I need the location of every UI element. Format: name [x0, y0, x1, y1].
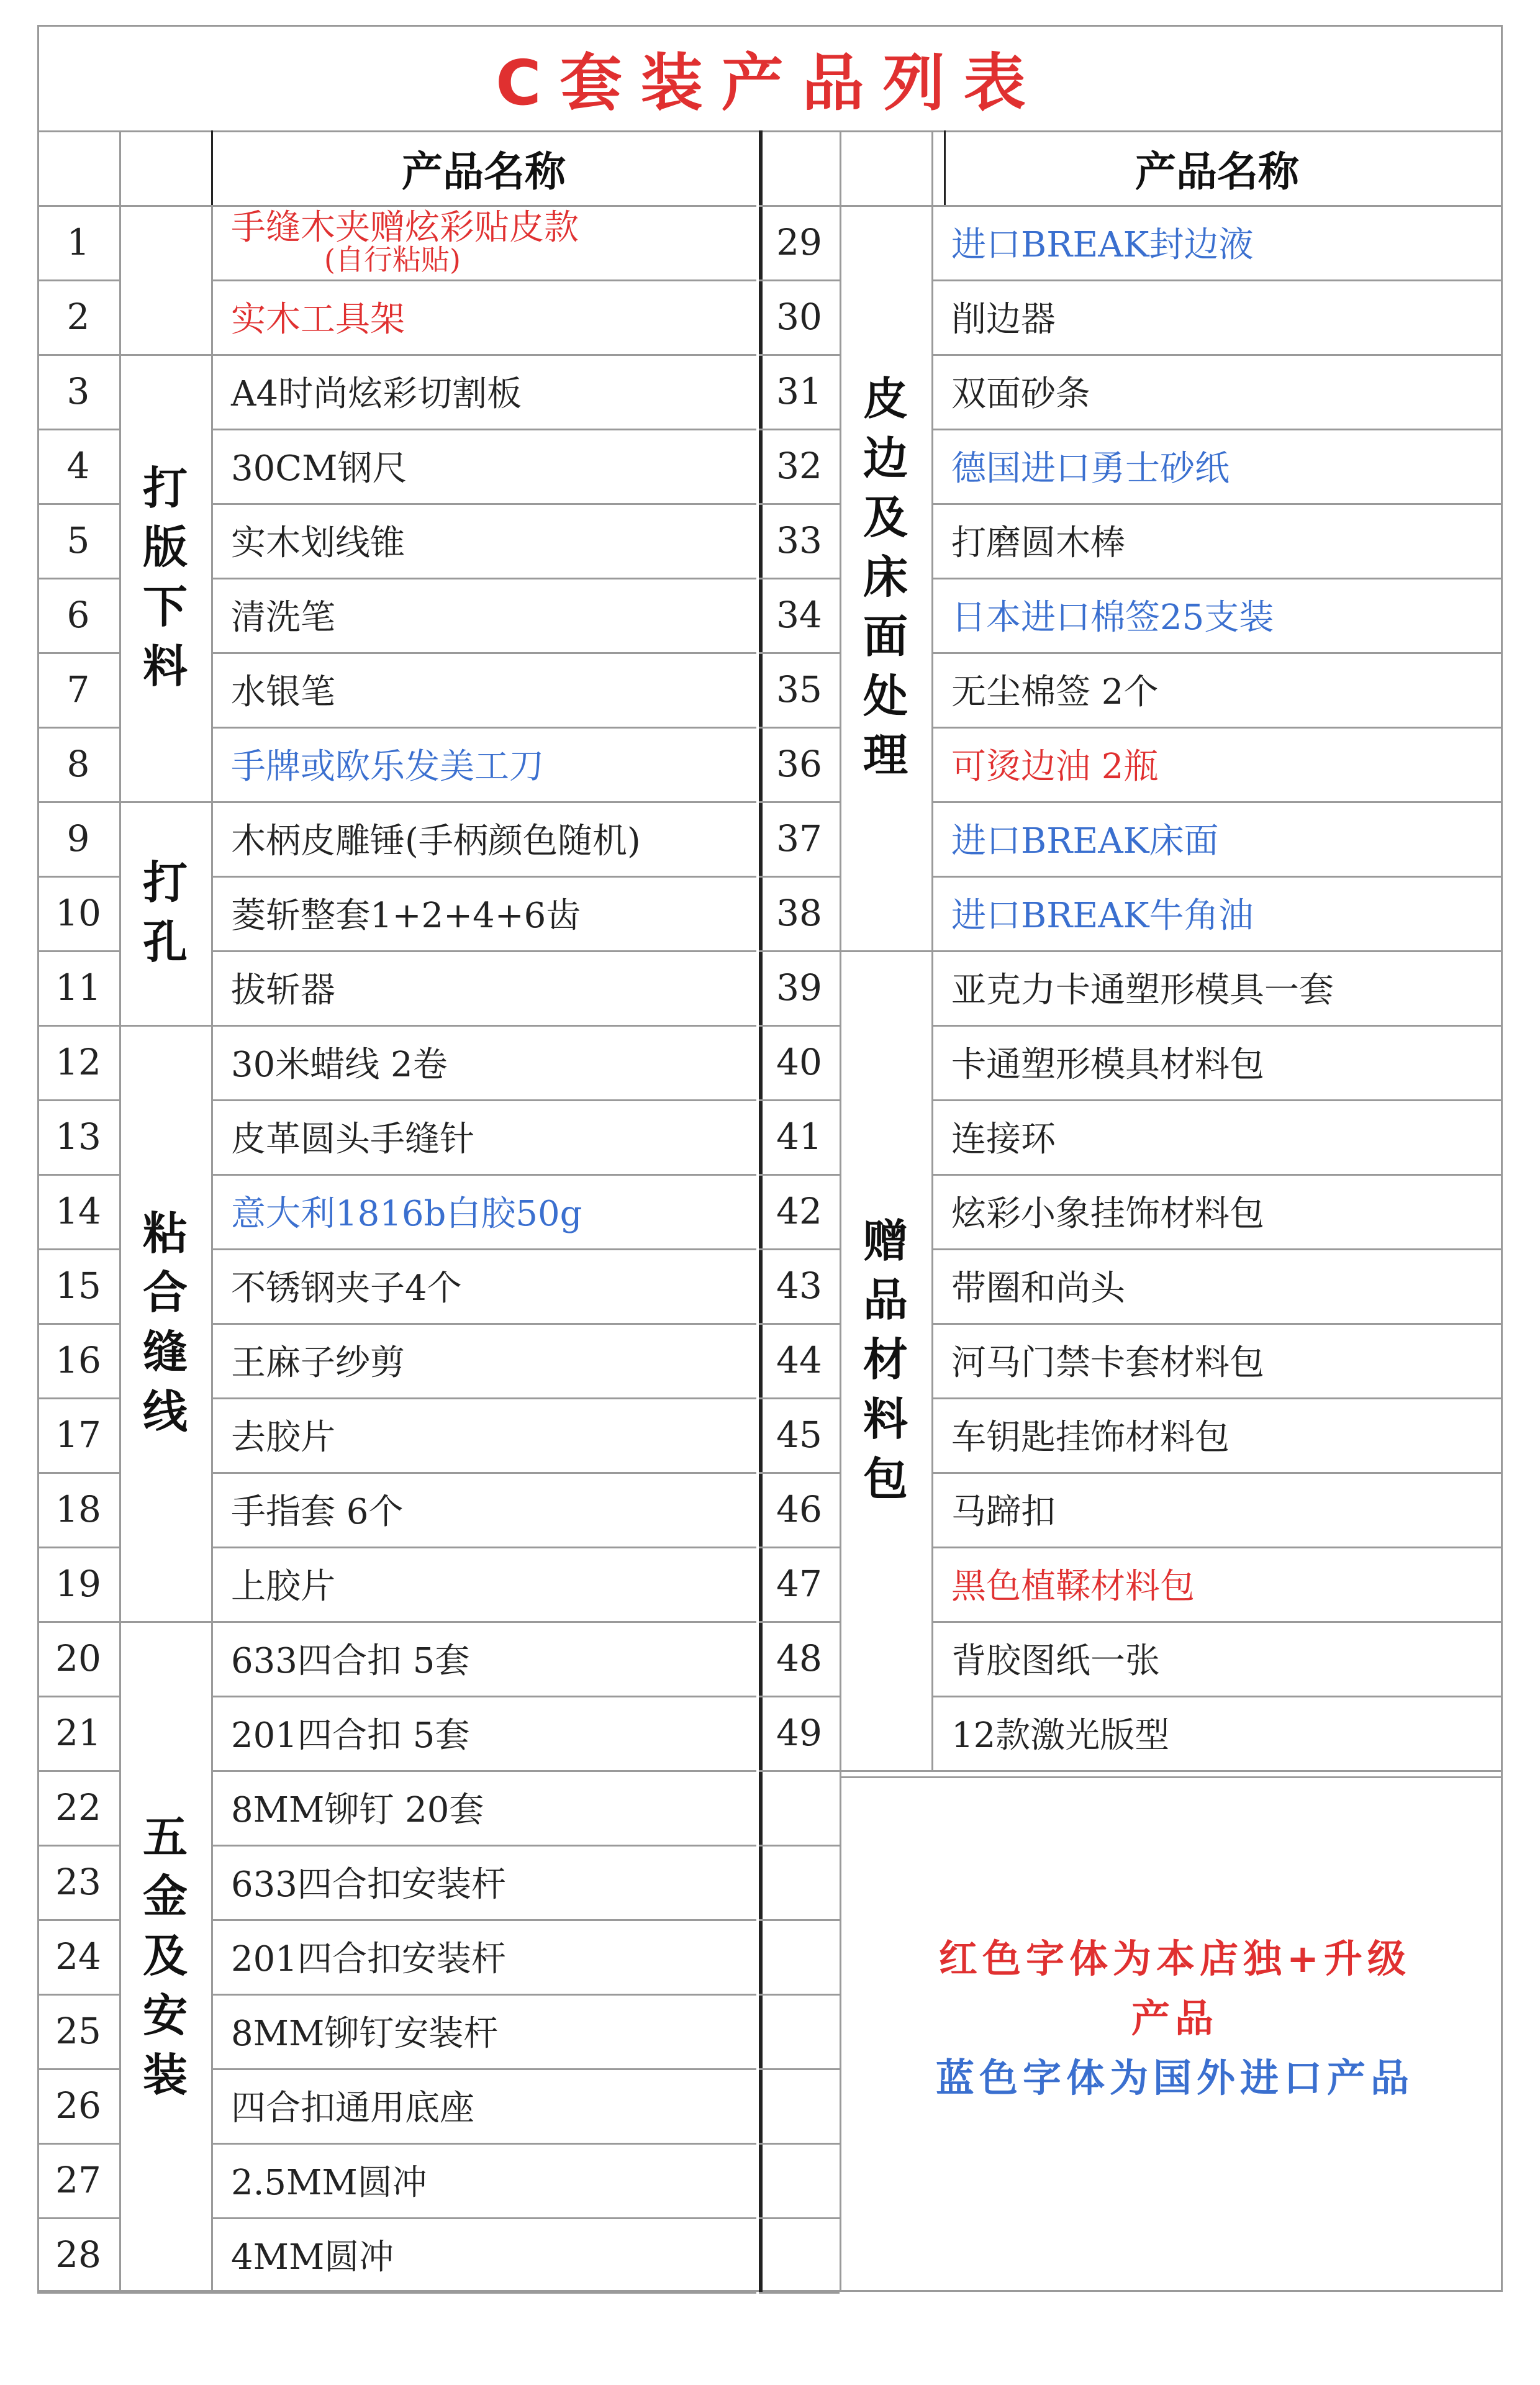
table-border-bottom-right	[759, 2290, 1503, 2292]
product-name: 木柄皮雕锤(手柄颜色随机)	[231, 821, 641, 861]
product-name: 背胶图纸一张	[951, 1641, 1160, 1681]
row-number: 39	[776, 966, 822, 1009]
right-empty-row-line	[759, 1994, 840, 1996]
category-char: 下	[142, 581, 188, 633]
row-number: 2	[66, 296, 90, 338]
product-name: 王麻子纱剪	[231, 1343, 405, 1383]
category-label	[119, 1025, 211, 1621]
row-number: 44	[776, 1339, 822, 1381]
right-column-header: 产品名称	[1135, 147, 1299, 196]
row-number: 45	[776, 1414, 822, 1456]
category-char: 材	[863, 1333, 908, 1386]
left-column-header: 产品名称	[402, 147, 566, 196]
category-char: 及	[863, 491, 908, 544]
product-name: 4MM圆冲	[231, 2237, 394, 2278]
row-number: 23	[55, 1861, 101, 1903]
category-char: 合	[142, 1266, 188, 1319]
row-number: 24	[55, 1935, 101, 1978]
product-name: 带圈和尚头	[951, 1268, 1125, 1309]
row-number: 6	[66, 594, 90, 636]
product-name: 河马门禁卡套材料包	[951, 1343, 1264, 1383]
product-name: 德国进口勇士砂纸	[951, 448, 1230, 489]
category-char: 处	[863, 670, 908, 722]
product-name: 日本进口棉签25支装	[951, 597, 1274, 638]
row-number: 46	[776, 1488, 822, 1530]
product-name: 12款激光版型	[951, 1715, 1170, 1756]
product-name: 连接环	[951, 1119, 1056, 1160]
right-empty-row-line	[759, 1845, 840, 1847]
category-char: 边	[863, 432, 908, 484]
category-char: 五	[142, 1810, 188, 1863]
product-name: 黑色植鞣材料包	[951, 1566, 1195, 1607]
row-number: 28	[55, 2233, 101, 2276]
product-name: 手牌或欧乐发美工刀	[231, 747, 544, 787]
category-char: 面	[863, 610, 908, 663]
title-divider	[37, 130, 1503, 132]
category-label	[840, 950, 931, 1770]
note-top-line	[840, 1776, 1503, 1778]
row-number: 35	[776, 668, 822, 711]
right-empty-row-line	[759, 2292, 840, 2294]
row-number: 31	[776, 370, 822, 412]
product-name: 实木划线锥	[231, 523, 405, 563]
product-name: 633四合扣 5套	[231, 1641, 470, 1681]
row-number: 18	[55, 1488, 101, 1530]
row-number: 7	[66, 668, 90, 711]
product-name: 30CM钢尺	[231, 448, 407, 489]
row-number: 10	[55, 892, 101, 934]
row-number: 21	[55, 1712, 101, 1754]
product-name: 8MM铆钉安装杆	[231, 2014, 499, 2054]
row-number: 43	[776, 1265, 822, 1307]
row-number: 40	[776, 1041, 822, 1083]
category-char: 皮	[863, 372, 908, 425]
row-number: 47	[776, 1563, 822, 1605]
row-number: 49	[776, 1712, 822, 1754]
category-char: 打	[142, 461, 188, 514]
category-char: 理	[863, 729, 908, 782]
category-char: 品	[863, 1274, 908, 1327]
left-group-line	[119, 2292, 211, 2294]
product-name: 亚克力卡通塑形模具一套	[951, 970, 1334, 1011]
product-name: 炫彩小象挂饰材料包	[951, 1194, 1264, 1234]
row-number: 4	[66, 445, 90, 487]
category-char: 及	[142, 1930, 188, 1983]
category-char: 金	[142, 1870, 188, 1923]
right-empty-row-line	[759, 1919, 840, 1921]
right-empty-row-line	[759, 2143, 840, 2145]
product-name: 201四合扣安装杆	[231, 1939, 506, 1979]
product-name: 上胶片	[231, 1566, 335, 1607]
right-empty-row-line	[759, 2217, 840, 2219]
product-name: 去胶片	[231, 1417, 335, 1458]
legend-blue-line: 蓝色字体为国外进口产品	[935, 2055, 1414, 2101]
row-number: 12	[55, 1041, 101, 1083]
row-number: 5	[66, 519, 90, 561]
row-number: 32	[776, 445, 822, 487]
left-header-tick	[211, 130, 213, 205]
right-empty-divider	[840, 1770, 841, 2292]
right-group-line	[840, 1770, 931, 1772]
row-number: 26	[55, 2084, 101, 2127]
row-number: 19	[55, 1563, 101, 1605]
table-border-top	[37, 25, 1503, 27]
row-number: 29	[776, 221, 822, 263]
product-name: 633四合扣安装杆	[231, 1865, 506, 1905]
category-char: 缝	[142, 1326, 188, 1378]
row-number: 14	[55, 1190, 101, 1232]
product-name: 四合扣通用底座	[231, 2088, 474, 2128]
row-number: 48	[776, 1637, 822, 1679]
row-number: 16	[55, 1339, 101, 1381]
category-char: 赠	[863, 1214, 908, 1267]
product-name: 30米蜡线 2卷	[231, 1045, 448, 1085]
color-legend-note	[852, 1925, 1498, 2112]
category-label	[840, 205, 931, 950]
left-row-line	[37, 2292, 119, 2294]
right-row-line	[931, 1770, 1503, 1772]
product-name-main: 手缝木夹赠炫彩贴皮款	[231, 207, 579, 248]
legend-red-line-continued: 产品	[1131, 1995, 1218, 2041]
row-number: 36	[776, 743, 822, 785]
category-label	[119, 1621, 211, 2292]
product-name: 马蹄扣	[951, 1492, 1056, 1532]
category-char: 安	[142, 1989, 188, 2042]
product-name: 手指套 6个	[231, 1492, 404, 1532]
product-name: 清洗笔	[231, 597, 335, 638]
row-number: 37	[776, 817, 822, 860]
product-name-note: (自行粘贴)	[324, 243, 461, 276]
product-name: 可烫边油 2瓶	[951, 747, 1159, 787]
row-number: 17	[55, 1414, 101, 1456]
product-name: 意大利1816b白胶50g	[231, 1194, 582, 1234]
category-char: 料	[863, 1392, 908, 1445]
table-border-right-lower	[1501, 1776, 1503, 2292]
product-name: 2.5MM圆冲	[231, 2163, 427, 2203]
product-name: 菱斩整套1+2+4+6齿	[231, 896, 581, 936]
left-group-line	[119, 205, 211, 207]
right-row-line	[759, 1770, 840, 1772]
category-char: 床	[863, 551, 908, 604]
row-number: 11	[55, 966, 101, 1009]
category-label	[119, 801, 211, 1025]
row-number: 25	[55, 2010, 101, 2052]
row-number: 20	[55, 1637, 101, 1679]
product-name: 不锈钢夹子4个	[231, 1268, 462, 1309]
product-name: 车钥匙挂饰材料包	[951, 1417, 1230, 1458]
product-name: A4时尚炫彩切割板	[231, 374, 522, 414]
row-number: 15	[55, 1265, 101, 1307]
row-number: 30	[776, 296, 822, 338]
category-char: 孔	[142, 916, 188, 968]
product-name: 皮革圆头手缝针	[231, 1119, 474, 1160]
row-number: 1	[66, 221, 90, 263]
product-name	[211, 205, 756, 279]
category-char: 装	[142, 2048, 188, 2101]
row-number: 8	[66, 743, 90, 785]
row-number: 22	[55, 1786, 101, 1828]
row-number: 42	[776, 1190, 822, 1232]
row-number: 13	[55, 1115, 101, 1158]
product-name: 水银笔	[231, 672, 335, 712]
left-row-line	[211, 2292, 756, 2294]
right-header-tick	[944, 130, 946, 205]
product-name: 无尘棉签 2个	[951, 672, 1159, 712]
product-name: 进口BREAK床面	[951, 821, 1219, 861]
category-char: 包	[863, 1452, 908, 1505]
category-char: 粘	[142, 1207, 188, 1260]
product-name: 打磨圆木棒	[951, 523, 1125, 563]
category-char: 线	[142, 1385, 188, 1438]
row-number: 41	[776, 1115, 822, 1158]
row-number: 9	[66, 817, 90, 860]
row-number: 3	[66, 370, 90, 412]
product-name: 双面砂条	[951, 374, 1090, 414]
row-number: 33	[776, 519, 822, 561]
row-number: 34	[776, 594, 822, 636]
product-name: 拔斩器	[231, 970, 335, 1011]
product-name: 201四合扣 5套	[231, 1715, 470, 1756]
product-name: 进口BREAK牛角油	[951, 896, 1254, 936]
category-char: 料	[142, 640, 188, 693]
category-label	[119, 354, 211, 801]
product-name: 削边器	[951, 299, 1056, 340]
product-name: 进口BREAK封边液	[951, 225, 1254, 265]
row-number: 27	[55, 2159, 101, 2201]
legend-red-line: 红色字体为本店独+升级	[939, 1935, 1411, 1981]
row-number: 38	[776, 892, 822, 934]
right-empty-row-line	[759, 2068, 840, 2070]
product-name: 卡通塑形模具材料包	[951, 1045, 1264, 1085]
category-char: 打	[142, 856, 188, 909]
product-name: 实木工具架	[231, 299, 405, 340]
page-title: C套装产品列表	[496, 47, 1044, 119]
product-name: 8MM铆钉 20套	[231, 1790, 484, 1830]
category-char: 版	[142, 521, 188, 574]
